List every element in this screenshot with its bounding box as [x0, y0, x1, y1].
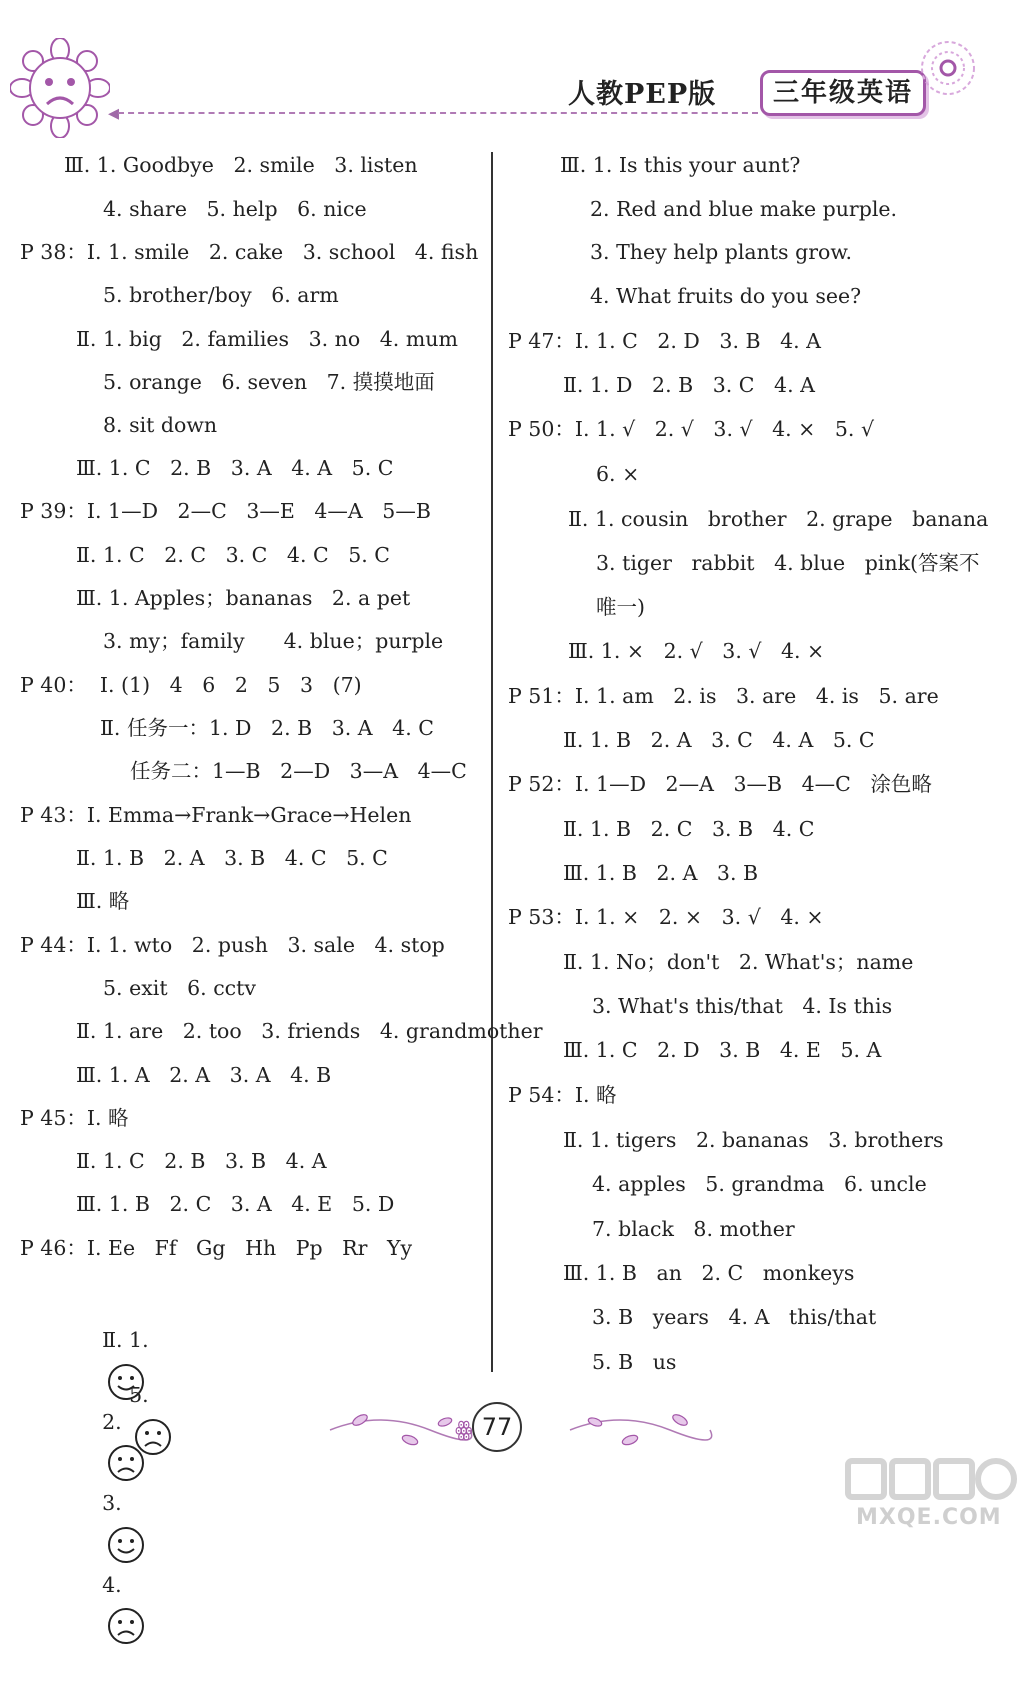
answer-line: 7. black 8. mother: [592, 1217, 795, 1241]
answer-line: Ⅱ. 1. B 2. C 3. B 4. C: [563, 817, 815, 841]
answer-line: 3. B years 4. A this/that: [592, 1305, 877, 1329]
sad-face-icon: [133, 1417, 173, 1457]
faces-num-5: 5.: [129, 1383, 149, 1407]
answer-line: Ⅲ. 1. B 2. A 3. B: [563, 861, 759, 885]
answer-line: P 39：Ⅰ. 1—D 2—C 3—E 4—A 5—B: [20, 499, 431, 523]
answer-line: Ⅲ. 1. × 2. √ 3. √ 4. ×: [568, 639, 825, 663]
answer-line: 4. What fruits do you see?: [590, 284, 862, 308]
answer-line: Ⅱ. 1. B 2. A 3. C 4. A 5. C: [563, 728, 875, 752]
answer-line: 8. sit down: [103, 413, 218, 437]
header-divider: [118, 112, 758, 114]
edition-label: 人教PEP版: [568, 79, 717, 110]
answer-line: Ⅱ. 1. tigers 2. bananas 3. brothers: [563, 1128, 944, 1152]
answer-line: Ⅱ. 1. D 2. B 3. C 4. A: [563, 373, 815, 397]
page-header: [0, 0, 1026, 150]
answer-line: Ⅲ. 1. Is this your aunt?: [560, 153, 801, 177]
answer-line: Ⅱ. 1. cousin brother 2. grape banana: [568, 507, 989, 531]
answer-line: Ⅲ. 1. B an 2. C monkeys: [563, 1261, 855, 1285]
sad-face-icon: [106, 1606, 146, 1646]
answer-line: Ⅲ. 1. C 2. D 3. B 4. E 5. A: [563, 1038, 882, 1062]
answer-line: Ⅲ. 1. A 2. A 3. A 4. B: [76, 1063, 332, 1087]
answer-line: Ⅲ. 1. Apples；bananas 2. a pet: [76, 586, 411, 610]
answer-line: 3. tiger rabbit 4. blue pink(答案不: [596, 551, 980, 575]
answer-line: P 40： Ⅰ. (1) 4 6 2 5 3 (7): [20, 673, 362, 697]
answer-line: P 38：Ⅰ. 1. smile 2. cake 3. school 4. fish: [20, 240, 479, 264]
answer-line: P 53：Ⅰ. 1. × 2. × 3. √ 4. ×: [508, 905, 824, 929]
smiley-face-icon: [106, 1525, 146, 1565]
answer-line: P 54：Ⅰ. 略: [508, 1083, 617, 1107]
answer-line: 4. apples 5. grandma 6. uncle: [592, 1172, 927, 1196]
dashed-arrow-icon: ◂: [108, 101, 120, 126]
answer-line: Ⅲ. 1. B 2. C 3. A 4. E 5. D: [76, 1192, 395, 1216]
answer-line: P 46：Ⅰ. Ee Ff Gg Hh Pp Rr Yy: [20, 1236, 413, 1260]
answer-line: 3. my；family 4. blue；purple: [103, 629, 444, 653]
answer-line: 3. What's this/that 4. Is this: [592, 994, 893, 1018]
answer-line: Ⅱ. 任务一：1. D 2. B 3. A 4. C: [100, 716, 434, 740]
answer-line: Ⅱ. 1. No；don't 2. What's；name: [563, 950, 914, 974]
answer-line: Ⅱ. 1. are 2. too 3. friends 4. grandmother: [76, 1019, 543, 1043]
sad-sun-icon: [10, 38, 110, 138]
watermark-text: MXQE.COM: [856, 1505, 1002, 1530]
answer-line: 5. brother/boy 6. arm: [103, 283, 339, 307]
faces-num-4: 4.: [102, 1572, 122, 1597]
answer-line: P 52：Ⅰ. 1—D 2—A 3—B 4—C 涂色略: [508, 772, 932, 796]
answer-line: 4. share 5. help 6. nice: [103, 197, 367, 221]
answer-line: Ⅱ. 1. C 2. C 3. C 4. C 5. C: [76, 543, 390, 567]
column-divider: [491, 152, 493, 1372]
answer-line: Ⅲ. 1. Goodbye 2. smile 3. listen: [64, 153, 418, 177]
answer-line: P 45：Ⅰ. 略: [20, 1106, 129, 1130]
answer-line: P 43：Ⅰ. Emma→Frank→Grace→Helen: [20, 803, 412, 827]
page-number: 77: [472, 1402, 522, 1452]
answer-line: 任务二：1—B 2—D 3—A 4—C: [130, 759, 467, 783]
answer-line: P 50：Ⅰ. 1. √ 2. √ 3. √ 4. × 5. √: [508, 417, 875, 441]
faces-row-2: [103, 1335, 177, 1497]
answer-line: 5. exit 6. cctv: [103, 976, 256, 1000]
faces-prefix: Ⅱ. 1.: [102, 1328, 149, 1352]
answer-line: 唯一): [596, 595, 645, 619]
answer-line: Ⅱ. 1. C 2. B 3. B 4. A: [76, 1149, 327, 1173]
answer-line: Ⅲ. 略: [76, 889, 130, 913]
faces-num-3: 3.: [102, 1491, 122, 1515]
answer-line: 3. They help plants grow.: [590, 240, 852, 264]
svg-text:ꙮ: ꙮ: [455, 1417, 473, 1441]
answer-line: P 47：Ⅰ. 1. C 2. D 3. B 4. A: [508, 329, 821, 353]
answer-line: P 44：Ⅰ. 1. wto 2. push 3. sale 4. stop: [20, 933, 445, 957]
answer-line: 2. Red and blue make purple.: [590, 197, 898, 221]
target-icon: [918, 38, 978, 98]
answer-line: 6. ×: [596, 462, 640, 486]
answer-line: Ⅱ. 1. big 2. families 3. no 4. mum: [76, 327, 458, 351]
answer-line: P 51：Ⅰ. 1. am 2. is 3. are 4. is 5. are: [508, 684, 939, 708]
answer-line: 5. B us: [592, 1350, 677, 1374]
answer-line: 5. orange 6. seven 7. 摸摸地面: [103, 370, 435, 394]
answer-line: Ⅲ. 1. C 2. B 3. A 4. A 5. C: [76, 456, 394, 480]
answer-line: Ⅱ. 1. B 2. A 3. B 4. C 5. C: [76, 846, 388, 870]
faces-num-2: 2.: [102, 1409, 122, 1434]
subject-label: 三年级英语: [760, 70, 926, 116]
